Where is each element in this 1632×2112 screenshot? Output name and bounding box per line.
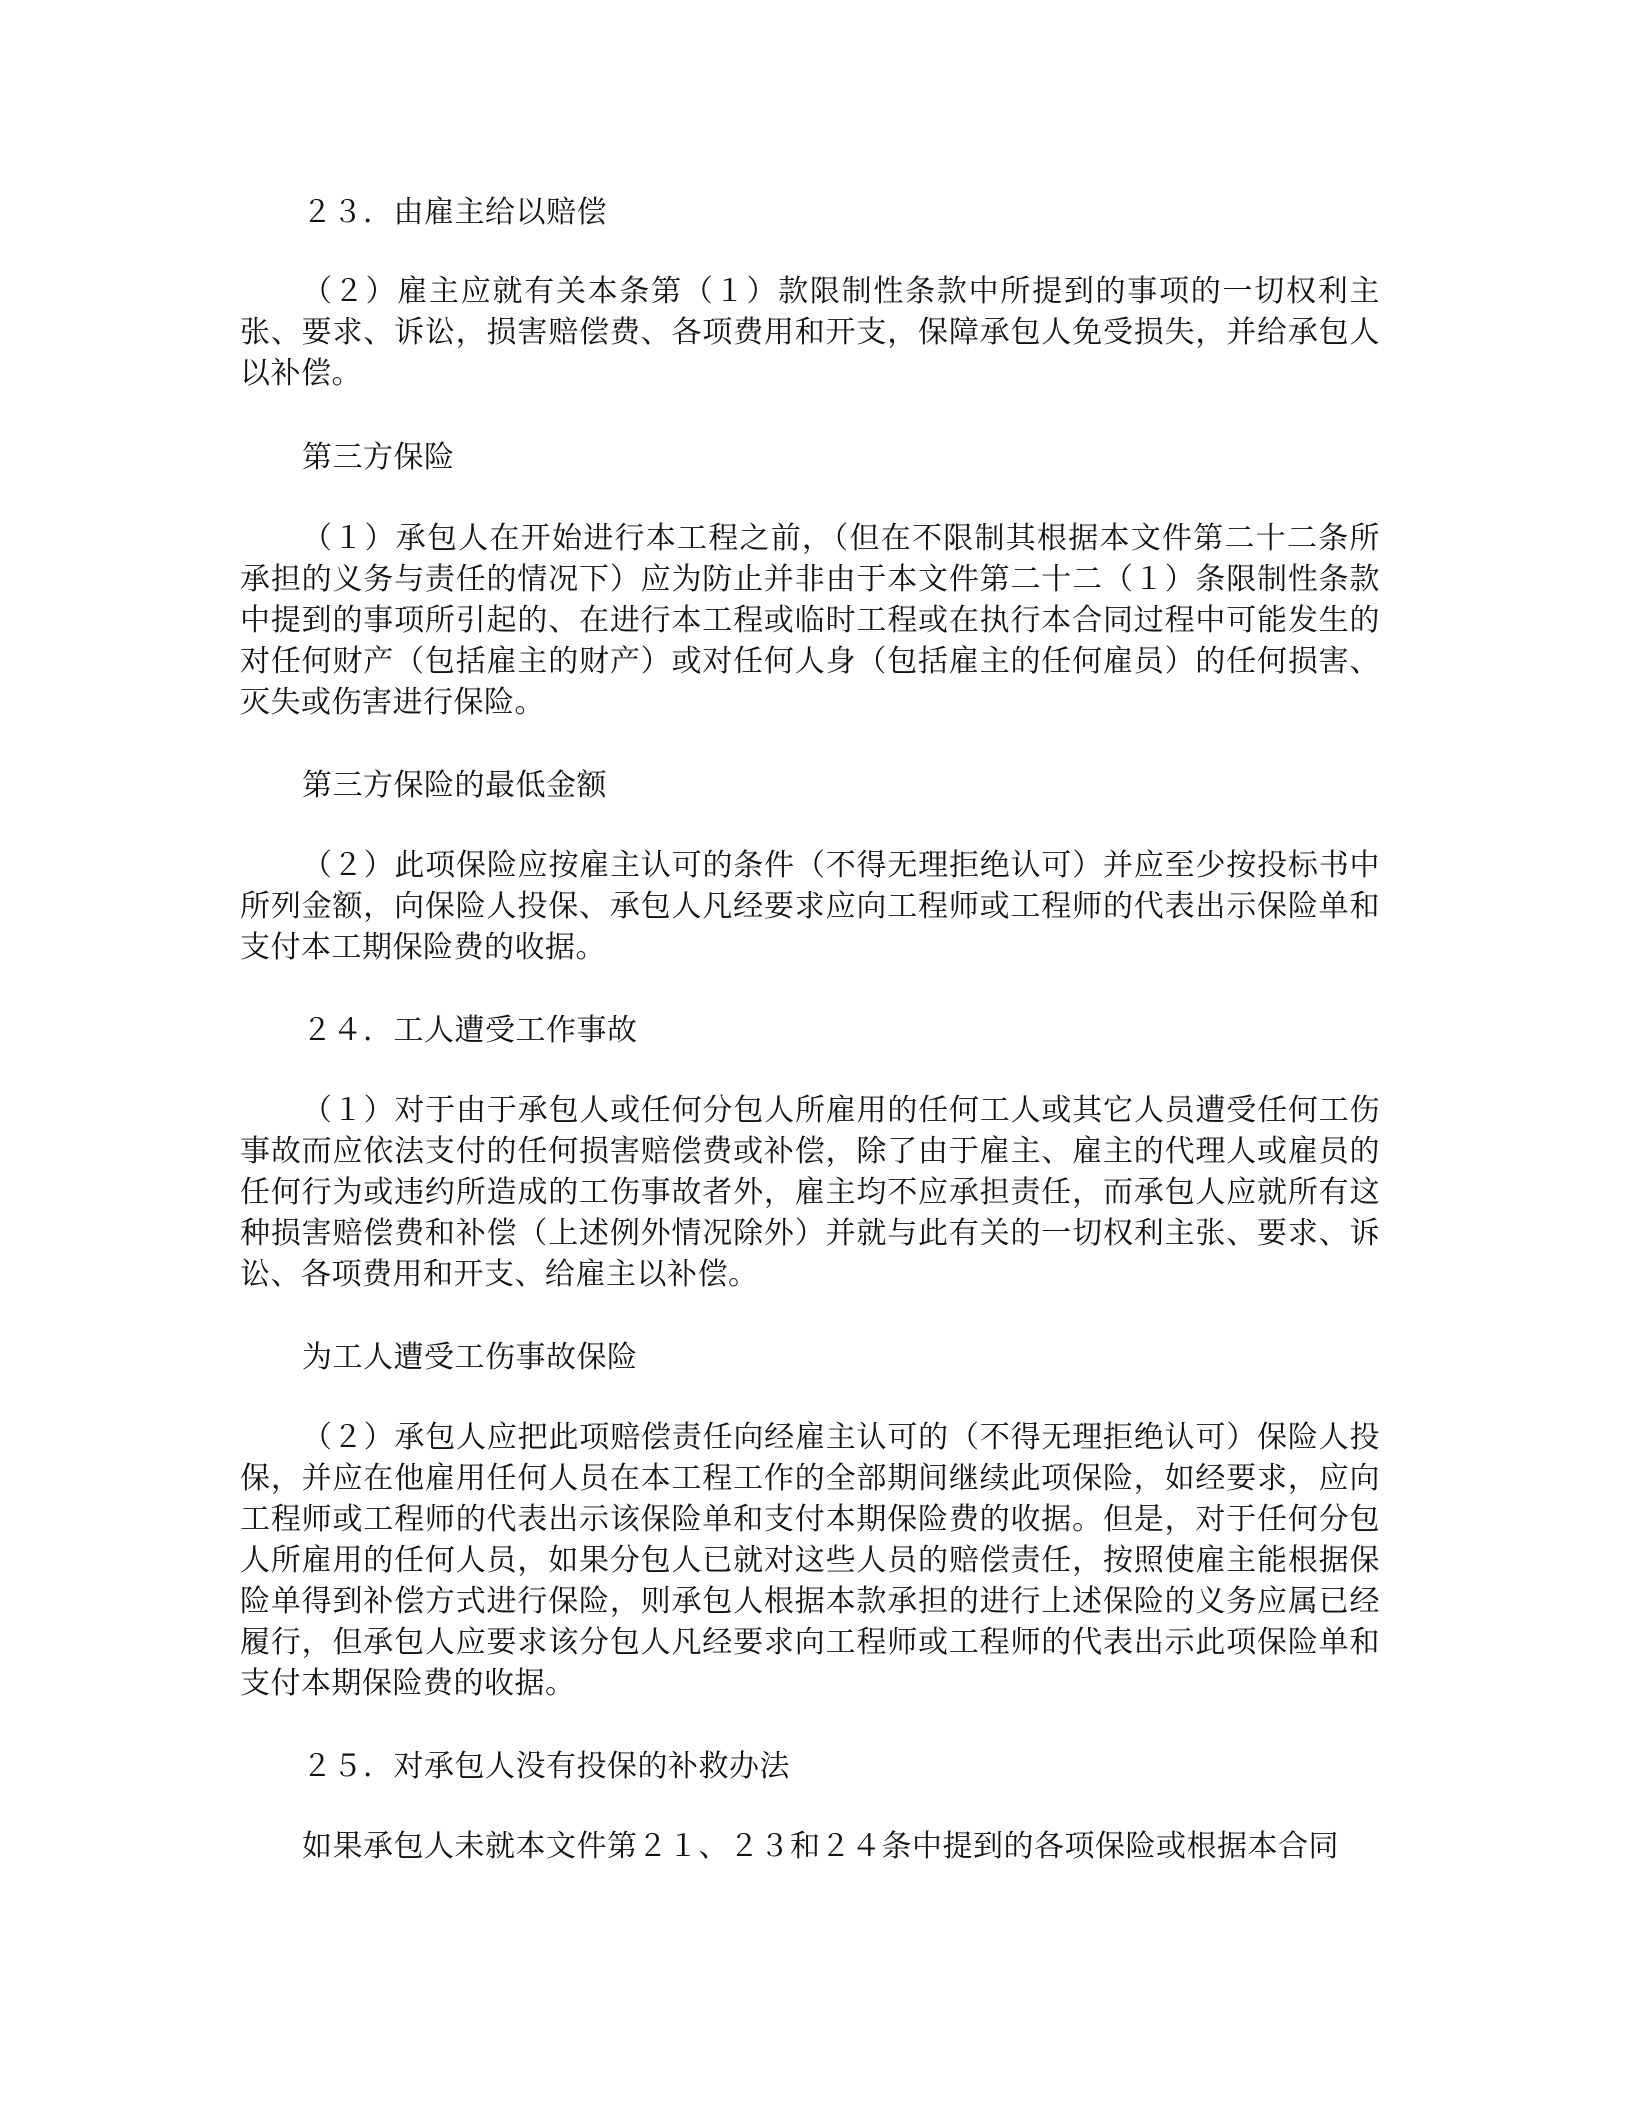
subheading-third-party-insurance: 第三方保险: [302, 440, 455, 475]
paragraph-minimum-amount-2: （２）此项保险应按雇主认可的条件（不得无理拒绝认可）并应至少按投标书中所列金额，向保险人投保、承包人凡经要求应向工程师或工程师的代表出示保险单和支付本工期保险费的收据。: [240, 848, 1380, 965]
paragraph-third-party-1: （１）承包人在开始进行本工程之前，（但在不限制其根据本文件第二十二条所承担的义务与责任的情况下）应为防止并非由于本文件第二十二（１）条限制性条款中提到的事项所引起的、在进行本工程或临时工程或在执行本合同过程中可能发生的对任何财产（包括雇主的财产）或对任何人身（包括雇主的任何雇员）的任何损害、灭失或伤害进行保险。: [240, 521, 1380, 720]
subheading-minimum-amount: 第三方保险的最低金额: [302, 768, 607, 803]
subheading-worker-injury-insurance: 为工人遭受工伤事故保险: [302, 1340, 638, 1375]
section-heading-25: ２５．对承包人没有投保的补救办法: [302, 1749, 790, 1784]
paragraph-24-1: （１）对于由于承包人或任何分包人所雇用的任何工人或其它人员遭受任何工伤事故而应依法支付的任何损害赔偿费或补偿，除了由于雇主、雇主的代理人或雇员的任何行为或违约所造成的工伤事故者外，雇主均不应承担责任，而承包人应就所有这种损害赔偿费和补偿（上述例外情况除外）并就与此有关的一切权利主张、要求、诉讼、各项费用和开支、给雇主以补偿。: [240, 1093, 1380, 1292]
paragraph-25: 如果承包人未就本文件第２１、２３和２４条中提到的各项保险或根据本合同: [302, 1829, 1339, 1864]
section-heading-23: ２３．由雇主给以赔偿: [302, 195, 607, 230]
paragraph-worker-insurance-2: （２）承包人应把此项赔偿责任向经雇主认可的（不得无理拒绝认可）保险人投保，并应在他雇用任何人员在本工程工作的全部期间继续此项保险，如经要求，应向工程师或工程师的代表出示该保险单和支付本期保险费的收据。但是，对于任何分包人所雇用的任何人员，如果分包人已就对这些人员的赔偿责任，按照使雇主能根据保险单得到补偿方式进行保险，则承包人根据本款承担的进行上述保险的义务应属已经履行，但承包人应要求该分包人凡经要求向工程师或工程师的代表出示此项保险单和支付本期保险费的收据。: [240, 1420, 1380, 1701]
paragraph-23-2: （２）雇主应就有关本条第（１）款限制性条款中所提到的事项的一切权利主张、要求、诉讼，损害赔偿费、各项费用和开支，保障承包人免受损失，并给承包人以补偿。: [240, 274, 1380, 391]
section-heading-24: ２４．工人遭受工作事故: [302, 1013, 638, 1048]
